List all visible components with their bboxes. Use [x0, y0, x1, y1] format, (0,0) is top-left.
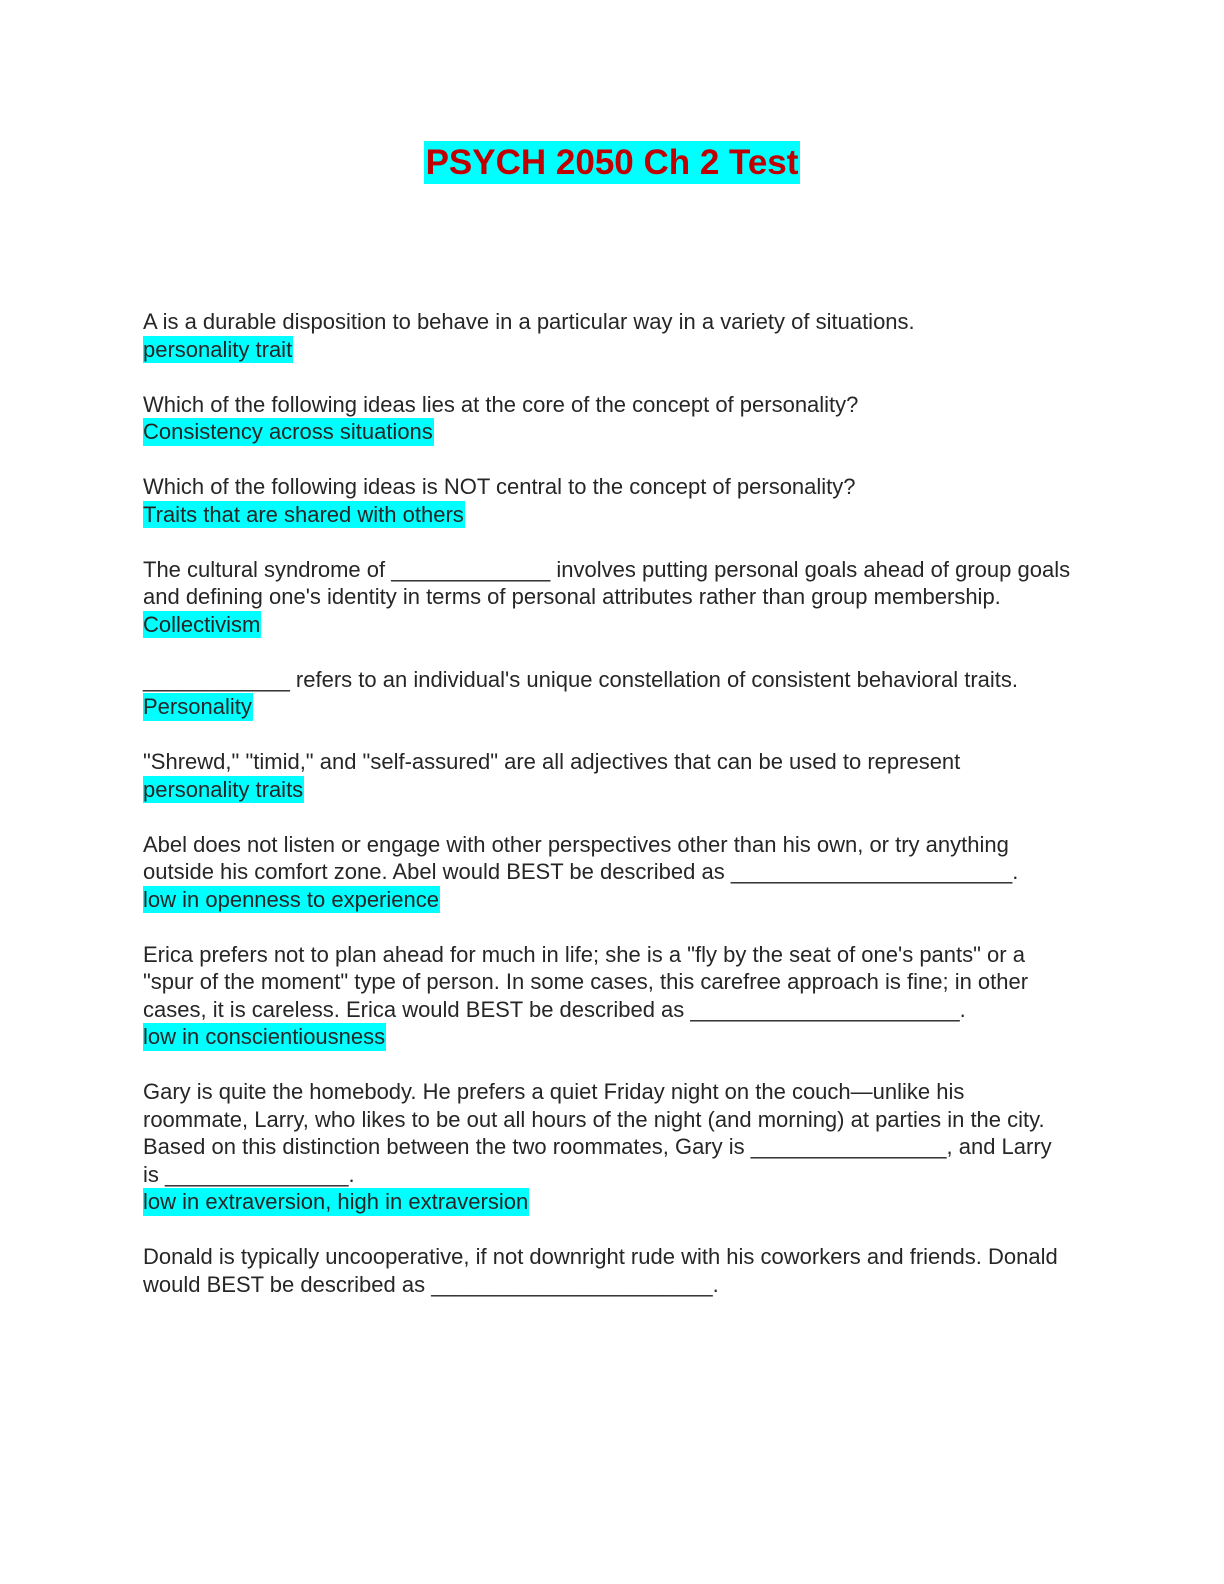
question-text: ____________ refers to an individual's unique constellation of consistent behavioral traits.	[143, 666, 1018, 692]
answer-highlight: personality trait	[143, 336, 293, 362]
answer-highlight: low in openness to experience	[143, 886, 439, 912]
qa-item	[143, 1078, 1073, 1216]
qa-item	[143, 748, 1073, 803]
question-text: "Shrewd," "timid," and "self-assured" are all adjectives that can be used to represent	[143, 749, 961, 774]
question-text: Which of the following ideas lies at the core of the concept of personality?	[143, 391, 859, 417]
answer-highlight: Traits that are shared with others	[143, 501, 464, 527]
question-text: Abel does not listen or engage with other perspectives other than his own, or try anything outside his comfort zone. Abel would BEST be described as _______________________.	[143, 831, 1019, 884]
question-text: Erica prefers not to plan ahead for much in life; she is a "fly by the seat of one's pants" or a "spur of the moment" type of person. In some cases, this carefree approach is fine; in other cases, it is careless. Erica would BEST be described as ______________________.	[143, 941, 1035, 1022]
question-text: The cultural syndrome of _____________ involves putting personal goals ahead of group goals and defining one's identity in terms of personal attributes rather than group membership.	[143, 556, 1077, 609]
qa-item	[143, 831, 1073, 914]
answer-highlight: Collectivism	[143, 611, 261, 637]
qa-item	[143, 1243, 1073, 1298]
question-text: A is a durable disposition to behave in a particular way in a variety of situations.	[143, 309, 915, 334]
qa-item	[143, 556, 1077, 639]
qa-item	[143, 473, 1073, 528]
qa-item	[143, 941, 1073, 1051]
answer-highlight: low in conscientiousness	[143, 1024, 386, 1049]
answer-highlight: low in extraversion, high in extraversion	[143, 1189, 529, 1214]
question-text: Gary is quite the homebody. He prefers a quiet Friday night on the couch—unlike his roommate, Larry, who likes to be out all hours of the night (and morning) at parties in the city. Based on this distinction between the two roommates, Gary is ________________, and Larry is _______________.	[143, 1079, 1058, 1187]
answer-highlight: personality traits	[143, 776, 304, 802]
qa-item	[143, 308, 1073, 363]
title-container	[0, 141, 1224, 184]
question-text: Donald is typically uncooperative, if not downright rude with his coworkers and friends. Donald would BEST be described as _______________________.	[143, 1244, 1064, 1297]
question-list	[143, 308, 1077, 1326]
qa-item	[143, 666, 1073, 721]
answer-highlight: Consistency across situations	[143, 419, 433, 444]
answer-highlight: Personality	[143, 694, 252, 719]
question-text: Which of the following ideas is NOT central to the concept of personality?	[143, 474, 856, 499]
page-title: PSYCH 2050 Ch 2 Test	[425, 143, 799, 182]
qa-item	[143, 391, 1073, 446]
